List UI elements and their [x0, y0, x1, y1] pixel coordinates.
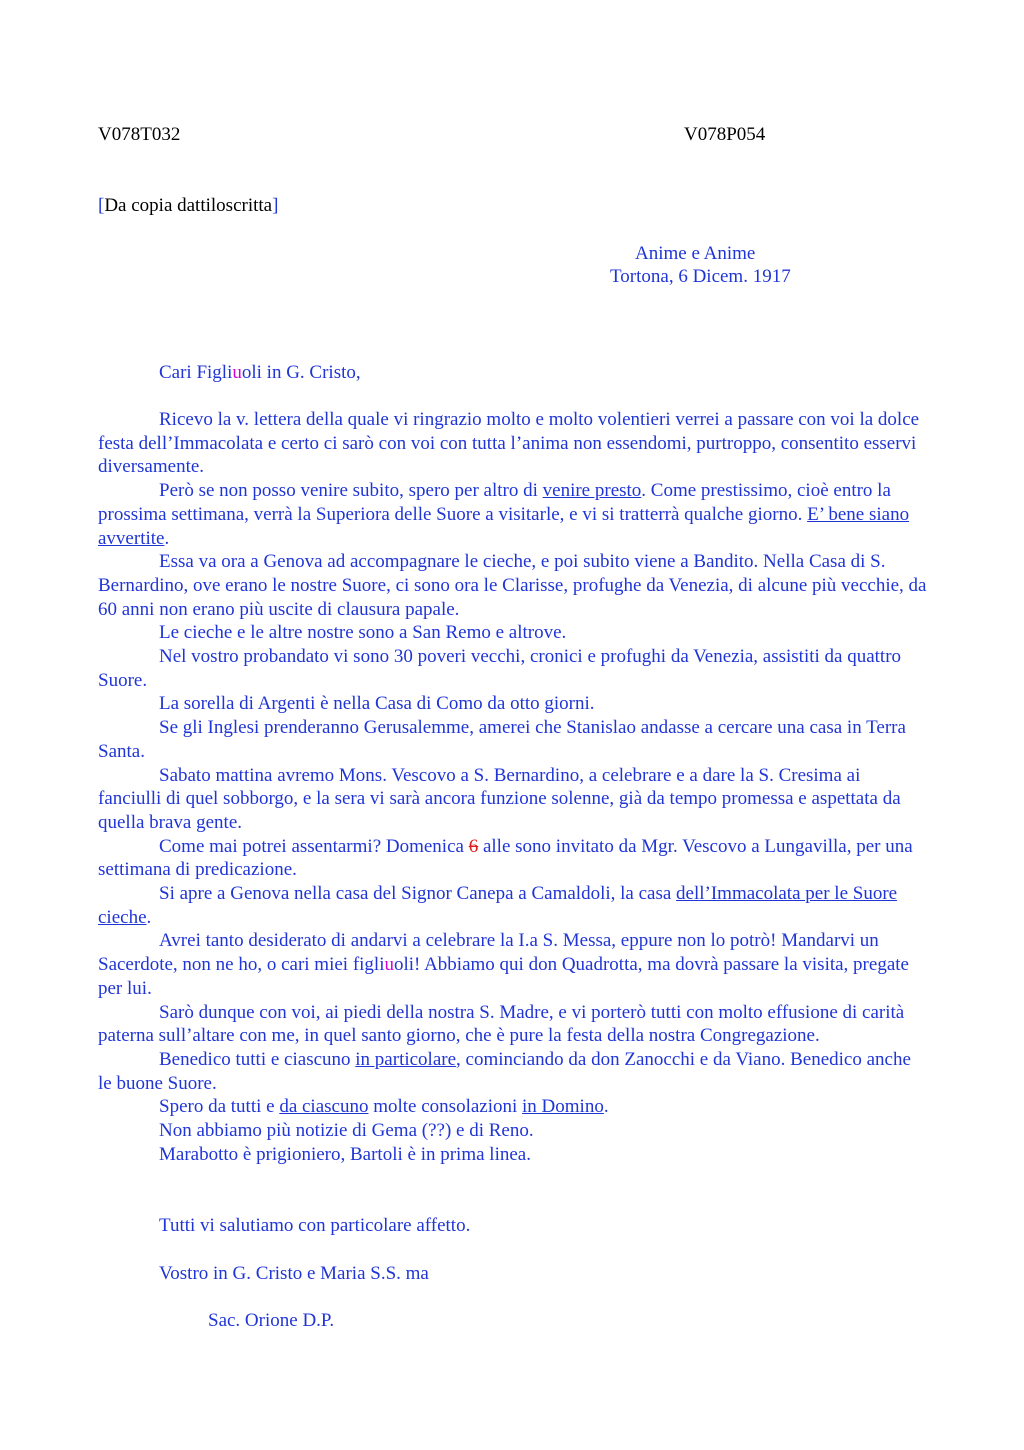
paragraph-8: Sabato mattina avremo Mons. Vescovo a S. Bernardino, a celebrare e a dare la S. Cresima ai fanciulli di quel sobborgo, e la sera vi sarà ancora funzione solenne, già da tempo promessa e aspettata da quella brava gente. [98, 764, 901, 833]
paragraph-7: Se gli Inglesi prenderanno Gerusalemme, amerei che Stanislao andasse a cercare una casa in Terra Santa. [98, 717, 906, 762]
paragraph-11 [98, 929, 928, 1000]
p14-text-c: . [603, 1096, 609, 1118]
p10-text-a: Si apre a Genova nella casa del Signor Canepa a Camaldoli, la casa [159, 883, 677, 905]
p13-text-b: , cominciando da don Zanocchi e da Viano. Benedico anche le buone Suore. [98, 1048, 911, 1094]
p9-text-a: Come mai potrei assentarmi? Domenica [159, 835, 469, 857]
paragraph-13 [98, 1048, 928, 1095]
salutation-inserted-letter: u [232, 362, 242, 383]
salutation [159, 362, 361, 384]
paragraph-1: Ricevo la v. lettera della quale vi ringrazio molto e molto volentieri verrei a passare con voi la dolce festa dell’Immacolata e certo ci sarò con voi con tutta l’anima non essendomi, purtroppo, consentito esservi diversamente. [98, 409, 920, 478]
p14-text-a: Spero da tutti e [159, 1096, 280, 1118]
p14-underlined-1: da ciascuno [279, 1096, 369, 1118]
paragraph-12: Sarò dunque con voi, ai piedi della nostra S. Madre, e vi porterò tutti con molto effusione di carità paterna sull’altare con me, in quel santo giorno, che è pure la festa della nostra Congregazione. [98, 1001, 905, 1047]
paragraph-5: Nel vostro probandato vi sono 30 poveri vecchi, cronici e profughi da Venezia, assistiti da quattro Suore. [98, 646, 902, 691]
closing-greeting: Tutti vi salutiamo con particolare affetto. [159, 1215, 471, 1236]
signature: Sac. Orione D.P. [208, 1310, 335, 1331]
source-note-text: Da copia dattiloscritta [104, 195, 273, 216]
paragraph-4: Le cieche e le altre nostre sono a San Remo e altrove. [159, 622, 567, 644]
document-code-left: V078T032 [98, 124, 181, 145]
salutation-part1: Cari Figli [159, 362, 233, 383]
p2-text-c: . [164, 527, 170, 549]
document-code-right: V078P054 [684, 124, 766, 145]
p2-text-b: . Come prestissimo, cioè entro la prossima settimana, verrà la Superiora delle Suore a visitarle, e vi si tratterrà qualche giorno. [98, 480, 891, 525]
p2-underlined-1: venire presto [542, 480, 642, 502]
bracket-close: ] [272, 195, 279, 216]
valediction: Vostro in G. Cristo e Maria S.S. ma [159, 1263, 429, 1284]
p2-text-a: Però se non posso venire subito, spero per altro di [159, 480, 543, 502]
paragraph-15: Non abbiamo più notizie di Gema (??) e di Reno. [159, 1120, 534, 1142]
p14-text-b: molte consolazioni [368, 1096, 523, 1118]
p2-underlined-2: E’ bene siano avvertite [98, 503, 910, 549]
source-note [98, 195, 278, 217]
paragraph-9 [98, 835, 928, 882]
p13-underlined: in particolare [355, 1048, 457, 1070]
p14-underlined-2: in Domino [522, 1096, 604, 1118]
p9-text-b: alle sono invitato da Mgr. Vescovo a Lungavilla, per una settimana di predicazione. [98, 835, 913, 881]
place-date: Tortona, 6 Dicem. 1917 [610, 266, 791, 287]
p11-text-a: Avrei tanto desiderato di andarvi a celebrare la I.a S. Messa, eppure non lo potrò! Mandarvi un Sacerdote, non ne ho, o cari miei figli [98, 930, 879, 976]
p10-underlined: dell’Immacolata per le Suore cieche [98, 883, 898, 928]
bracket-open: [ [98, 195, 105, 216]
paragraph-10 [98, 882, 928, 929]
p10-text-b: . [146, 906, 152, 928]
paragraph-2 [98, 479, 928, 550]
letter-body [98, 408, 928, 1167]
salutation-part2: oli in G. Cristo, [241, 362, 361, 383]
paragraph-6: La sorella di Argenti è nella Casa di Como da otto giorni. [159, 693, 595, 715]
paragraph-3: Essa va ora a Genova ad accompagnare le cieche, e poi subito viene a Bandito. Nella Casa di S. Bernardino, ove erano le nostre Suore, ci sono ora le Clarisse, profughe da Venezia, di alcune più vecchie, da 60 anni non erano più uscite di clausura papale. [98, 551, 927, 620]
p9-struck-number: 6 [468, 835, 479, 857]
p11-inserted-letter: u [384, 954, 394, 976]
letter-title: Anime e Anime [635, 243, 756, 264]
p13-text-a: Benedico tutti e ciascuno [159, 1048, 356, 1070]
p11-text-b: oli! Abbiamo qui don Quadrotta, ma dovrà passare la visita, pregate per lui. [98, 954, 909, 999]
paragraph-14 [98, 1095, 928, 1119]
paragraph-16: Marabotto è prigioniero, Bartoli è in prima linea. [159, 1143, 531, 1165]
